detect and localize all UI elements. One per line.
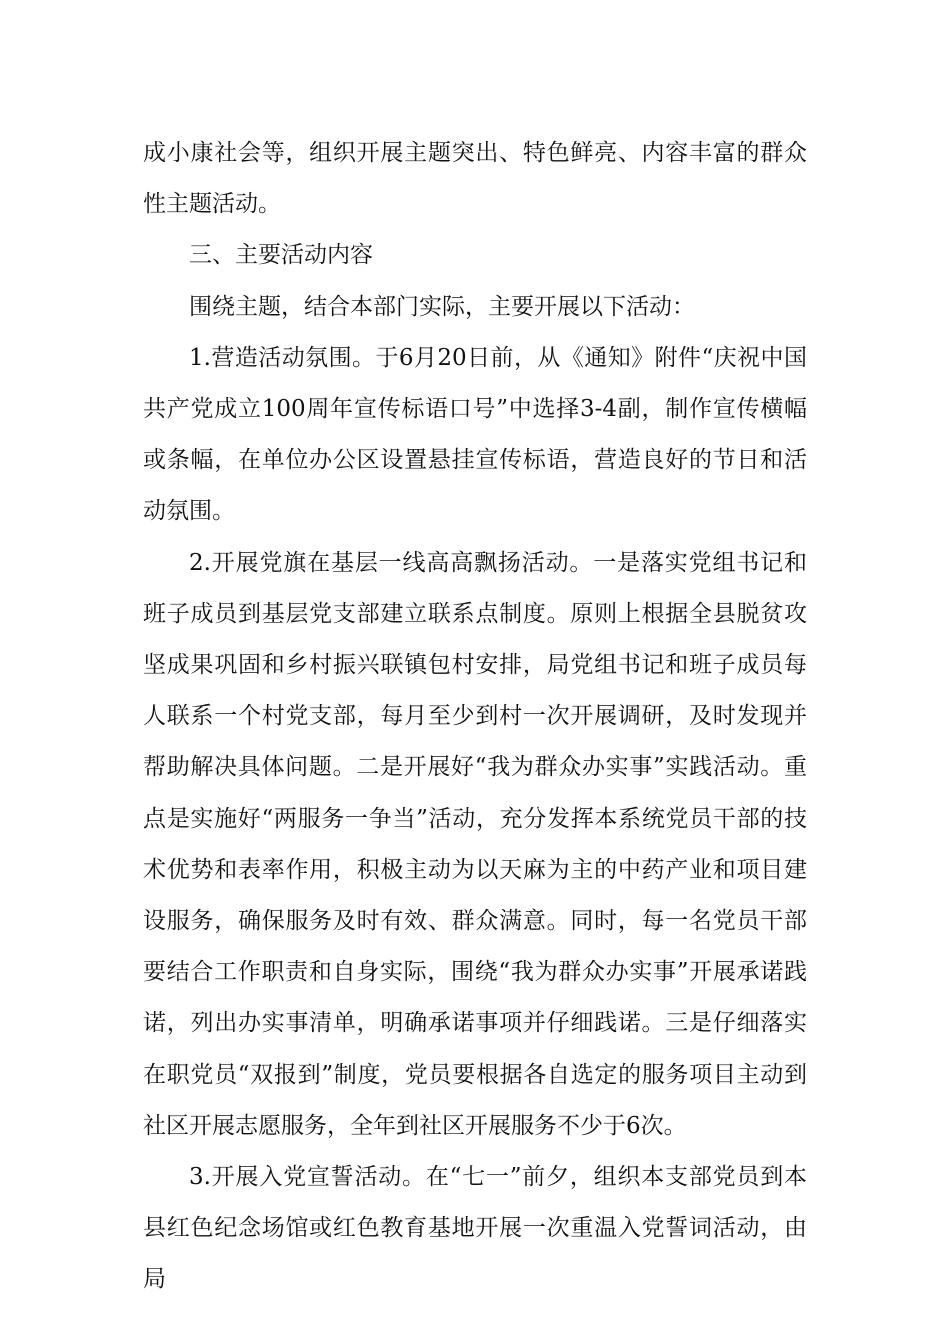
document-body bbox=[143, 128, 807, 1306]
paragraph-continuation: 成小康社会等，组织开展主题突出、特色鲜亮、内容丰富的群众性主题活动。 bbox=[143, 140, 807, 218]
paragraph-intro: 围绕主题，结合本部门实际，主要开展以下活动： bbox=[189, 293, 695, 320]
paragraph-item-3: 3.开展入党宣誓活动。在“七一”前夕，组织本支部党员到本县红色纪念场馆或红色教育基地开展一次重温入党誓词活动，由局 bbox=[143, 1164, 807, 1293]
paragraph-item-2: 2.开展党旗在基层一线高高飘扬活动。一是落实党组书记和班子成员到基层党支部建立联系点制度。原则上根据全县脱贫攻坚成果巩固和乡村振兴联镇包村安排，局党组书记和班子成员每人联系一个村党支部，每月至少到村一次开展调研，及时发现并帮助解决具体问题。二是开展好“我为群众办实事”实践活动。重点是实施好“两服务一争当”活动，充分发挥本系统党员干部的技术优势和表率作用，积极主动为以天麻为主的中药产业和项目建设服务，确保服务及时有效、群众满意。同时，每一名党员干部要结合工作职责和自身实际，围绕“我为群众办实事”开展承诺践诺，列出办实事清单，明确承诺事项并仔细践诺。三是仔细落实在职党员“双报到”制度，党员要根据各自选定的服务项目主动到社区开展志愿服务，全年到社区开展服务不少于6次。 bbox=[143, 549, 807, 1139]
section-heading: 三、主要活动内容 bbox=[189, 242, 373, 269]
paragraph-item-1: 1.营造活动氛围。于6月20日前，从《通知》附件“庆祝中国共产党成立100周年宣传标语口号”中选择3-4副，制作宣传横幅或条幅，在单位办公区设置悬挂宣传标语，营造良好的节日和活动氛围。 bbox=[143, 344, 807, 525]
